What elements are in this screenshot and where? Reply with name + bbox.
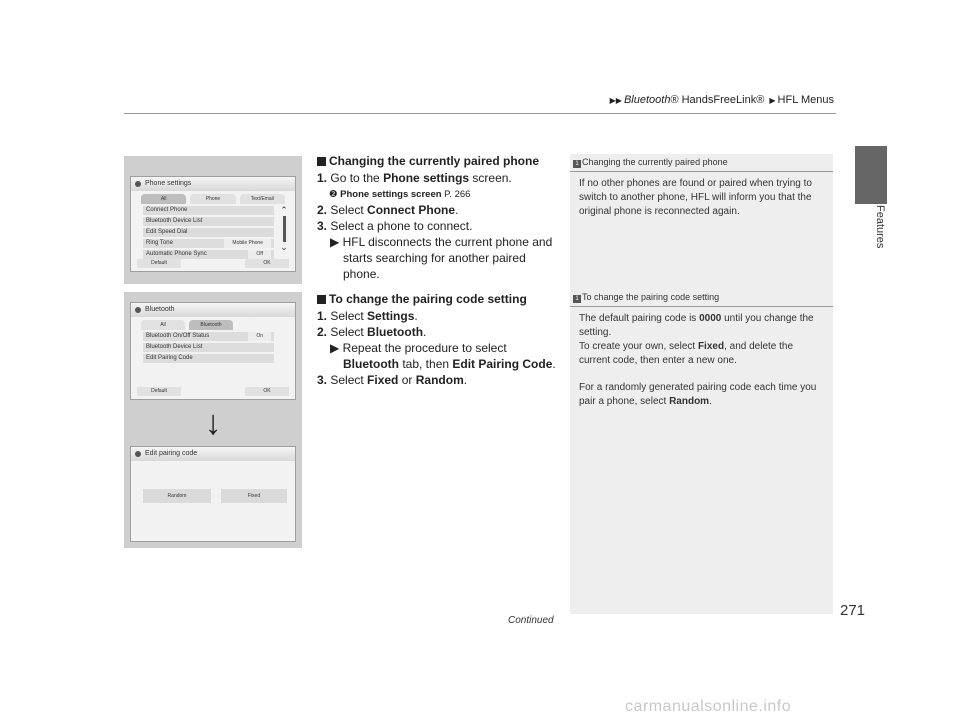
menu-dot-icon [135,181,141,187]
section-change-paired-phone [317,154,557,282]
list-item-connect-phone[interactable]: Connect Phone [143,206,274,215]
result-arrow-icon: ▶ [330,235,340,249]
step-2: 2. Select Connect Phone. [317,203,459,217]
square-bullet-icon [317,295,326,304]
list-item-bluetooth-device-list[interactable]: Bluetooth Device List [143,217,274,226]
step-3: 3. Select a phone to connect. [317,219,473,233]
random-button[interactable]: Random [143,489,211,503]
step-3-result-cont: phone. [343,267,380,281]
step-1: 1. Select Settings. [317,309,418,323]
step-1: 1. Go to the Phone settings screen. [317,171,512,185]
down-arrow-icon: ↓ [204,404,222,442]
step-2: 2. Select Bluetooth. [317,325,427,339]
screen-title: Bluetooth [131,303,295,317]
list-item-automatic-phone-sync[interactable]: Automatic Phone Sync Off [143,250,274,259]
chapter-label: Features [874,205,886,249]
note-title: 1 To change the pairing code setting [570,292,833,303]
tab-bluetooth[interactable]: Bluetooth [189,320,233,330]
default-button[interactable]: Default [137,387,181,396]
result-arrow-icon: ▶ [330,341,340,355]
scrollbar[interactable] [283,216,286,242]
status-value: On [248,332,271,341]
bluetooth-screen [130,302,296,400]
step-3-result-cont: starts searching for another paired [343,251,526,265]
ok-button[interactable]: OK [245,259,289,268]
breadcrumb-arrow-icon: ▶▶ [609,96,622,105]
tab-all[interactable]: All [141,194,186,204]
section-heading: To change the pairing code setting [317,292,557,306]
list-item-edit-pairing-code[interactable]: Edit Pairing Code [143,354,274,363]
section-pairing-code [317,292,557,388]
edit-pairing-screen [130,446,296,542]
tab-text-email[interactable]: Text/Email [240,194,285,204]
step-3-result: ▶ HFL disconnects the current phone and [330,235,553,249]
header-rule [124,113,836,114]
square-bullet-icon [317,157,326,166]
breadcrumb-bluetooth: Bluetooth [623,94,671,106]
reference-icon: ❷ [329,189,338,200]
screen-title: Edit pairing code [131,447,295,461]
watermark: carmanualsonline.info [625,698,792,715]
screen-title: Phone settings [131,177,295,191]
menu-dot-icon [135,451,141,457]
sync-value: Off [248,250,271,259]
section-heading: Changing the currently paired phone [317,154,557,168]
default-button[interactable]: Default [137,259,181,268]
note-body: The default pairing code is 0000 until you change the setting. To create your own, select Fixed, and delete the current code, then enter a new one. For a randomly generated pairing code each time you pair a phone, select Random. [579,313,817,407]
page-number: 271 [840,602,866,619]
menu-dot-icon [135,307,141,313]
screen-tabs [139,194,287,204]
cross-reference[interactable]: ❷ Phone settings screen P. 266 [329,189,471,200]
note-title: 1 Changing the currently paired phone [570,157,833,168]
screen-tabs [139,320,235,330]
step-3: 3. Select Fixed or Random. [317,373,468,387]
step-2-result: ▶ Repeat the procedure to select [330,341,507,355]
chapter-tab [855,146,887,204]
list-item-ring-tone[interactable]: Ring Tone Mobile Phone [143,239,274,248]
fixed-button[interactable]: Fixed [221,489,287,503]
breadcrumb [0,94,834,106]
scroll-down-icon[interactable]: ⌄ [280,242,288,252]
note-icon: 1 [573,295,581,303]
ring-tone-value: Mobile Phone [224,239,271,248]
phone-settings-screen [130,176,296,272]
note-icon: 1 [573,160,581,168]
list-item-edit-speed-dial[interactable]: Edit Speed Dial [143,228,274,237]
continued-label: Continued [508,615,554,626]
note-pairing-code [570,292,833,409]
scroll-up-icon[interactable]: ⌃ [280,205,288,215]
ok-button[interactable]: OK [245,387,289,396]
step-2-result-cont: Bluetooth tab, then Edit Pairing Code. [343,357,556,371]
tab-phone[interactable]: Phone [190,194,235,204]
scroll-controls[interactable] [279,205,289,259]
note-body: If no other phones are found or paired when trying to switch to another phone, HFL will inform you that the original phone is reconnected again. [579,178,812,217]
list-item-bluetooth-status[interactable]: Bluetooth On/Off Status On [143,332,274,341]
tab-all[interactable]: All [141,320,185,330]
breadcrumb-hfl-menus: HFL Menus [777,94,834,106]
screenshot-phone-settings [124,156,302,284]
note-change-paired-phone [570,157,833,219]
list-item-bluetooth-device-list[interactable]: Bluetooth Device List [143,343,274,352]
breadcrumb-arrow-icon: ▶ [769,96,776,105]
breadcrumb-hfl: ® HandsFreeLink® [670,94,765,106]
